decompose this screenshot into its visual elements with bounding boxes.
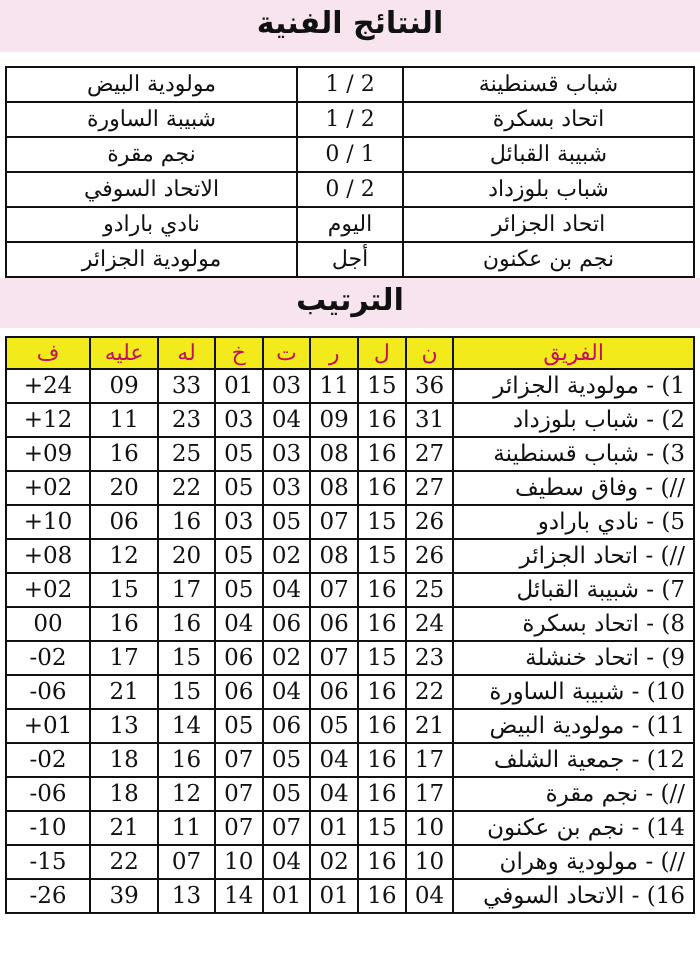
goals-against-cell: 16 [90, 607, 158, 641]
goal-diff-cell: 15- [6, 845, 90, 879]
goals-for-cell: 20 [158, 539, 215, 573]
result-row [6, 102, 694, 137]
header-points: ن [406, 337, 454, 369]
played-cell: 16 [358, 607, 406, 641]
won-cell: 04 [310, 743, 358, 777]
goal-diff-cell: 00 [6, 607, 90, 641]
won-cell: 07 [310, 573, 358, 607]
result-row [6, 242, 694, 277]
standings-title: الترتيب [0, 278, 700, 328]
goals-against-cell: 18 [90, 777, 158, 811]
away-team: مولودية البيض [6, 67, 297, 102]
goals-for-cell: 07 [158, 845, 215, 879]
goal-diff-cell: 01+ [6, 709, 90, 743]
result-row [6, 67, 694, 102]
goals-for-cell: 25 [158, 437, 215, 471]
home-team: شبيبة القبائل [403, 137, 694, 172]
drawn-cell: 04 [263, 573, 311, 607]
match-score: 2 / 1 [297, 102, 403, 137]
away-team: نجم مقرة [6, 137, 297, 172]
home-team: شباب بلوزداد [403, 172, 694, 207]
won-cell: 08 [310, 471, 358, 505]
goal-diff-cell: 09+ [6, 437, 90, 471]
played-cell: 15 [358, 369, 406, 403]
goals-against-cell: 21 [90, 811, 158, 845]
won-cell: 08 [310, 539, 358, 573]
won-cell: 04 [310, 777, 358, 811]
goal-diff-cell: 26- [6, 879, 90, 913]
result-row [6, 137, 694, 172]
won-cell: 08 [310, 437, 358, 471]
goal-diff-cell: 10+ [6, 505, 90, 539]
won-cell: 01 [310, 811, 358, 845]
played-cell: 16 [358, 845, 406, 879]
goals-for-cell: 22 [158, 471, 215, 505]
home-team: شباب قسنطينة [403, 67, 694, 102]
points-cell: 21 [406, 709, 454, 743]
drawn-cell: 05 [263, 505, 311, 539]
match-score: 2 / 0 [297, 172, 403, 207]
goals-against-cell: 15 [90, 573, 158, 607]
drawn-cell: 04 [263, 845, 311, 879]
standings-row [6, 811, 694, 845]
played-cell: 16 [358, 437, 406, 471]
standings-row [6, 675, 694, 709]
standings-row [6, 709, 694, 743]
points-cell: 10 [406, 845, 454, 879]
won-cell: 06 [310, 607, 358, 641]
lost-cell: 14 [215, 879, 263, 913]
standings-table [5, 336, 695, 914]
played-cell: 16 [358, 777, 406, 811]
result-row [6, 207, 694, 242]
goal-diff-cell: 24+ [6, 369, 90, 403]
points-cell: 10 [406, 811, 454, 845]
standings-row [6, 879, 694, 913]
goals-against-cell: 39 [90, 879, 158, 913]
drawn-cell: 03 [263, 369, 311, 403]
team-name: 11) - مولودية البيض [453, 709, 694, 743]
won-cell: 05 [310, 709, 358, 743]
points-cell: 25 [406, 573, 454, 607]
standings-row [6, 573, 694, 607]
standings-row [6, 777, 694, 811]
results-table [5, 66, 695, 278]
lost-cell: 04 [215, 607, 263, 641]
goals-for-cell: 12 [158, 777, 215, 811]
match-score: 2 / 1 [297, 67, 403, 102]
lost-cell: 07 [215, 811, 263, 845]
goals-for-cell: 23 [158, 403, 215, 437]
goals-for-cell: 17 [158, 573, 215, 607]
drawn-cell: 01 [263, 879, 311, 913]
lost-cell: 05 [215, 573, 263, 607]
away-team: شبيبة الساورة [6, 102, 297, 137]
match-score: أجل [297, 242, 403, 277]
goal-diff-cell: 12+ [6, 403, 90, 437]
lost-cell: 05 [215, 437, 263, 471]
goals-against-cell: 13 [90, 709, 158, 743]
drawn-cell: 04 [263, 675, 311, 709]
goals-for-cell: 11 [158, 811, 215, 845]
won-cell: 02 [310, 845, 358, 879]
won-cell: 07 [310, 505, 358, 539]
drawn-cell: 04 [263, 403, 311, 437]
match-score: اليوم [297, 207, 403, 242]
lost-cell: 06 [215, 641, 263, 675]
team-name: 7) - شبيبة القبائل [453, 573, 694, 607]
goals-against-cell: 16 [90, 437, 158, 471]
header-played: ل [358, 337, 406, 369]
standings-row [6, 403, 694, 437]
header-goals-for: له [158, 337, 215, 369]
drawn-cell: 03 [263, 471, 311, 505]
lost-cell: 03 [215, 505, 263, 539]
points-cell: 22 [406, 675, 454, 709]
home-team: اتحاد الجزائر [403, 207, 694, 242]
played-cell: 16 [358, 471, 406, 505]
standings-body [6, 369, 694, 913]
lost-cell: 06 [215, 675, 263, 709]
team-name: 3) - شباب قسنطينة [453, 437, 694, 471]
goals-against-cell: 09 [90, 369, 158, 403]
lost-cell: 05 [215, 709, 263, 743]
played-cell: 16 [358, 879, 406, 913]
goals-for-cell: 14 [158, 709, 215, 743]
goals-for-cell: 33 [158, 369, 215, 403]
team-name: 12) - جمعية الشلف [453, 743, 694, 777]
won-cell: 01 [310, 879, 358, 913]
standings-row [6, 845, 694, 879]
team-name: //) - اتحاد الجزائر [453, 539, 694, 573]
goal-diff-cell: 02+ [6, 573, 90, 607]
lost-cell: 07 [215, 743, 263, 777]
header-drawn: ت [263, 337, 311, 369]
lost-cell: 03 [215, 403, 263, 437]
goal-diff-cell: 06- [6, 777, 90, 811]
points-cell: 27 [406, 471, 454, 505]
team-name: 9) - اتحاد خنشلة [453, 641, 694, 675]
standings-row [6, 743, 694, 777]
lost-cell: 05 [215, 471, 263, 505]
team-name: 1) - مولودية الجزائر [453, 369, 694, 403]
played-cell: 16 [358, 573, 406, 607]
won-cell: 07 [310, 641, 358, 675]
points-cell: 27 [406, 437, 454, 471]
drawn-cell: 03 [263, 437, 311, 471]
standings-row [6, 369, 694, 403]
team-name: 16) - الاتحاد السوفي [453, 879, 694, 913]
standings-header-row [6, 337, 694, 369]
drawn-cell: 07 [263, 811, 311, 845]
drawn-cell: 05 [263, 743, 311, 777]
won-cell: 11 [310, 369, 358, 403]
header-lost: خ [215, 337, 263, 369]
goals-against-cell: 18 [90, 743, 158, 777]
played-cell: 15 [358, 539, 406, 573]
header-won: ر [310, 337, 358, 369]
goals-against-cell: 21 [90, 675, 158, 709]
played-cell: 15 [358, 811, 406, 845]
goals-against-cell: 22 [90, 845, 158, 879]
points-cell: 04 [406, 879, 454, 913]
lost-cell: 01 [215, 369, 263, 403]
goal-diff-cell: 02- [6, 743, 90, 777]
points-cell: 26 [406, 539, 454, 573]
home-team: نجم بن عكنون [403, 242, 694, 277]
won-cell: 09 [310, 403, 358, 437]
played-cell: 15 [358, 641, 406, 675]
lost-cell: 05 [215, 539, 263, 573]
header-team: الفريق [453, 337, 694, 369]
header-goals-against: عليه [90, 337, 158, 369]
goals-against-cell: 11 [90, 403, 158, 437]
drawn-cell: 02 [263, 641, 311, 675]
goals-against-cell: 12 [90, 539, 158, 573]
goals-against-cell: 06 [90, 505, 158, 539]
goals-against-cell: 17 [90, 641, 158, 675]
goals-for-cell: 13 [158, 879, 215, 913]
standings-row [6, 505, 694, 539]
standings-row [6, 641, 694, 675]
results-title: النتائج الفنية [0, 0, 700, 52]
header-goal-diff: ف [6, 337, 90, 369]
team-name: //) - مولودية وهران [453, 845, 694, 879]
drawn-cell: 06 [263, 607, 311, 641]
goals-for-cell: 16 [158, 743, 215, 777]
goal-diff-cell: 10- [6, 811, 90, 845]
standings-row [6, 607, 694, 641]
points-cell: 24 [406, 607, 454, 641]
points-cell: 17 [406, 743, 454, 777]
match-score: 1 / 0 [297, 137, 403, 172]
away-team: مولودية الجزائر [6, 242, 297, 277]
goal-diff-cell: 08+ [6, 539, 90, 573]
points-cell: 31 [406, 403, 454, 437]
goals-for-cell: 15 [158, 641, 215, 675]
result-row [6, 172, 694, 207]
points-cell: 17 [406, 777, 454, 811]
team-name: //) - نجم مقرة [453, 777, 694, 811]
goal-diff-cell: 02+ [6, 471, 90, 505]
goals-against-cell: 20 [90, 471, 158, 505]
played-cell: 16 [358, 403, 406, 437]
lost-cell: 10 [215, 845, 263, 879]
won-cell: 06 [310, 675, 358, 709]
away-team: الاتحاد السوفي [6, 172, 297, 207]
lost-cell: 07 [215, 777, 263, 811]
points-cell: 23 [406, 641, 454, 675]
drawn-cell: 06 [263, 709, 311, 743]
team-name: //) - وفاق سطيف [453, 471, 694, 505]
standings-row [6, 437, 694, 471]
goal-diff-cell: 02- [6, 641, 90, 675]
team-name: 10) - شبيبة الساورة [453, 675, 694, 709]
played-cell: 15 [358, 505, 406, 539]
played-cell: 16 [358, 675, 406, 709]
played-cell: 16 [358, 709, 406, 743]
standings-row [6, 471, 694, 505]
home-team: اتحاد بسكرة [403, 102, 694, 137]
goals-for-cell: 15 [158, 675, 215, 709]
away-team: نادي بارادو [6, 207, 297, 242]
points-cell: 36 [406, 369, 454, 403]
drawn-cell: 02 [263, 539, 311, 573]
standings-row [6, 539, 694, 573]
team-name: 14) - نجم بن عكنون [453, 811, 694, 845]
team-name: 2) - شباب بلوزداد [453, 403, 694, 437]
goal-diff-cell: 06- [6, 675, 90, 709]
points-cell: 26 [406, 505, 454, 539]
team-name: 8) - اتحاد بسكرة [453, 607, 694, 641]
drawn-cell: 05 [263, 777, 311, 811]
goals-for-cell: 16 [158, 607, 215, 641]
team-name: 5) - نادي بارادو [453, 505, 694, 539]
goals-for-cell: 16 [158, 505, 215, 539]
played-cell: 16 [358, 743, 406, 777]
